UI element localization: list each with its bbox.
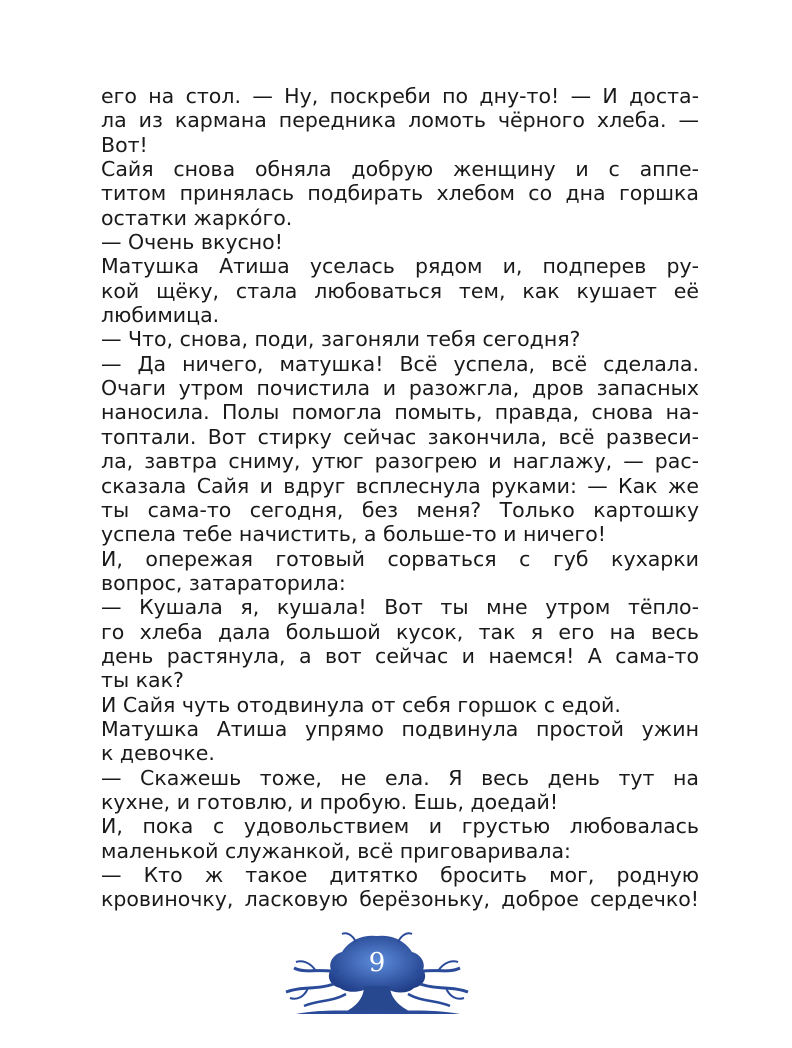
text-line: день растянула, а вот сейчас и наемся! А сама-то [101,643,699,668]
text-line: ты сама-то сегодня, без меня? Только картошку [101,497,699,522]
text-line: кровиночку, ласковую берёзоньку, доброе сердечко! [101,887,699,912]
text-line: ты как? [101,668,184,693]
text-line: наносила. Полы помогла помыть, правда, снова на- [101,400,699,425]
page-number: 9 [368,948,386,978]
text-line: вопрос, затараторила: [101,570,346,595]
tree-ornament [276,928,478,1020]
text-line: — Да ничего, матушка! Всё успела, всё сделала. [101,351,699,376]
text-line: кухне, и готовлю, и пробую. Ешь, доедай! [101,789,559,814]
text-line: титом принялась подбирать хлебом со дна горшка [101,181,699,206]
text-line: — Что, снова, поди, загоняли тебя сегодня? [101,327,581,352]
text-line: Очаги утром почистила и разожгла, дров запасных [101,376,699,401]
text-line: И, пока с удовольствием и грустью любовалась [101,814,699,839]
text-line: Матушка Атиша уселась рядом и, подперев ру- [101,254,699,279]
page-text [101,84,699,912]
text-line: Вот! [101,132,148,157]
text-line: — Очень вкусно! [101,230,283,255]
text-line: И Сайя чуть отодвинула от себя горшок с едой. [101,692,621,717]
text-line: к девочке. [101,741,215,766]
text-line: топтали. Вот стирку сейчас закончила, всё развеси- [101,424,699,449]
text-line: успела тебе начистить, а больше-то и ничего! [101,522,606,547]
text-line: — Скажешь тоже, не ела. Я весь день тут на [101,765,699,790]
text-line: его на стол. — Ну, поскреби по дну-то! — И доста- [101,84,699,108]
text-line: Сайя снова обняла добрую женщину и с аппе- [101,157,699,182]
text-line: ла из кармана передника ломоть чёрного хлеба. — [101,108,699,133]
text-line: ла, завтра сниму, утюг разогрею и наглажу, — рас- [101,449,699,474]
text-line: И, опережая готовый сорваться с губ кухарки [101,546,699,571]
text-line: го хлеба дала большой кусок, так я его на весь [101,619,699,644]
text-line: — Кто ж такое дитятко бросить мог, родную [101,863,699,887]
text-line: остатки жаркóго. [101,205,293,230]
text-line: маленькой служанкой, всё приговаривала: [101,838,571,863]
text-line: — Кушала я, кушала! Вот ты мне утром тёпло- [101,595,699,620]
text-line: Матушка Атиша упрямо подвинула простой ужин [101,716,699,741]
text-line: сказала Сайя и вдруг всплеснула руками: — Как же [101,473,699,498]
text-line: кой щёку, стала любоваться тем, как кушает её [101,278,699,303]
text-line: любимица. [101,303,220,328]
